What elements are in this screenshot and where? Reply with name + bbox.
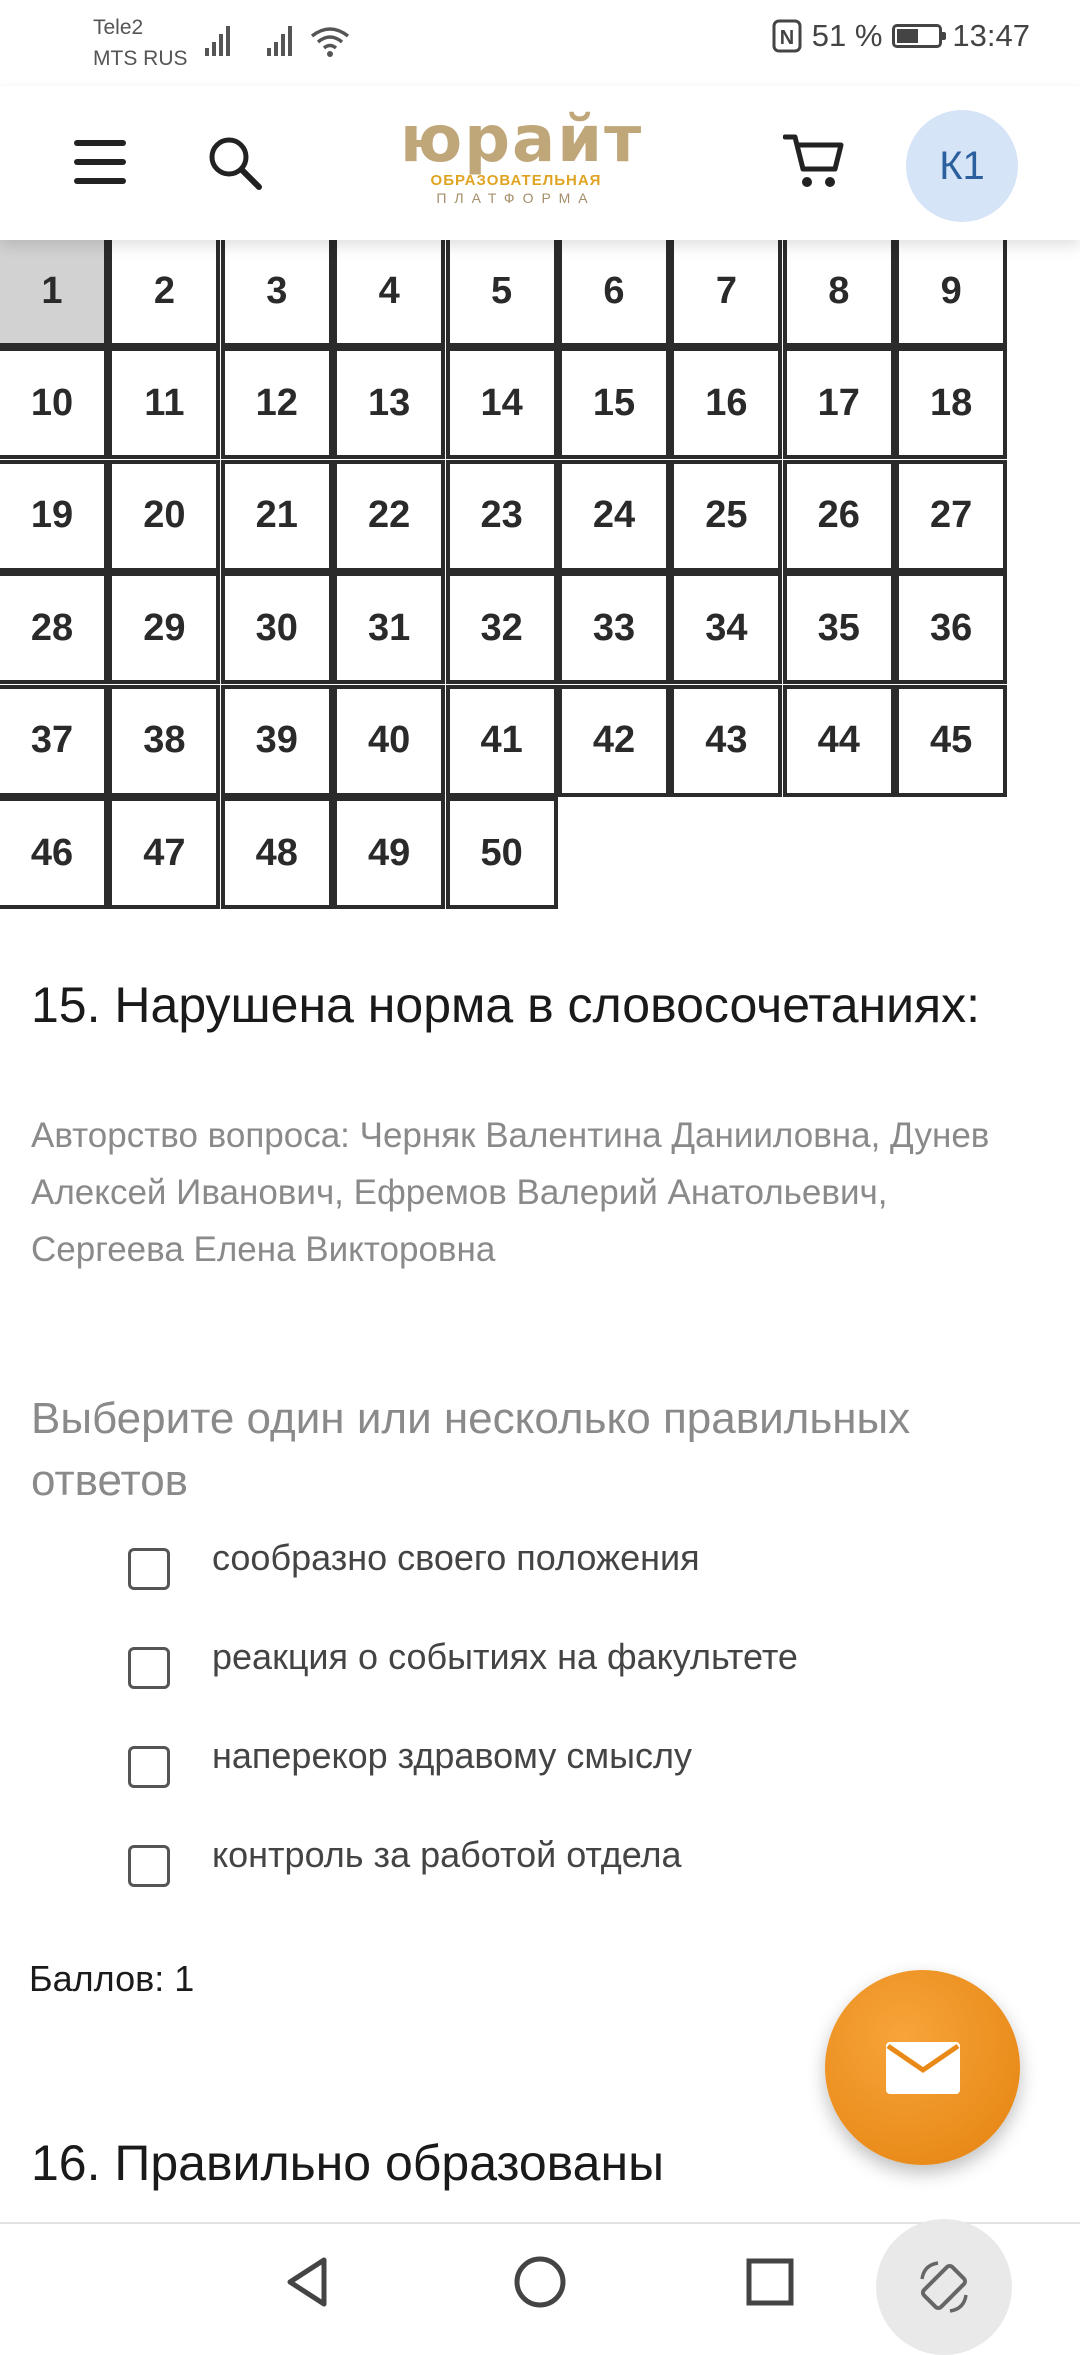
option-label: реакция о событиях на факультете <box>212 1636 798 1677</box>
question-number-cell[interactable]: 41 <box>446 685 558 797</box>
question-number-cell[interactable]: 35 <box>783 572 895 684</box>
question-title: 15. Нарушена норма в словосочетаниях: <box>31 977 981 1033</box>
question-number-cell[interactable]: 8 <box>783 235 895 347</box>
question-number-cell[interactable]: 22 <box>333 460 445 572</box>
question-number-cell[interactable]: 28 <box>0 572 108 684</box>
option-checkbox[interactable] <box>128 1647 170 1689</box>
question-number-cell[interactable]: 34 <box>670 572 782 684</box>
option-4[interactable] <box>128 1827 682 1897</box>
question-instruction: Выберите один или несколько правильных ответов <box>31 1394 911 1505</box>
rotate-icon <box>914 2257 974 2317</box>
cart-icon[interactable] <box>783 131 845 191</box>
carrier-1: Tele2 <box>93 16 144 39</box>
question-number-cell[interactable]: 37 <box>0 685 108 797</box>
question-number-cell[interactable]: 38 <box>108 685 220 797</box>
message-button[interactable] <box>825 1970 1020 2165</box>
question-number-cell[interactable]: 46 <box>0 797 108 909</box>
question-number-cell[interactable]: 19 <box>0 460 108 572</box>
signal-icon <box>203 24 233 58</box>
question-number-cell[interactable]: 24 <box>558 460 670 572</box>
question-number-cell[interactable]: 30 <box>221 572 333 684</box>
question-number-cell[interactable]: 29 <box>108 572 220 684</box>
option-checkbox[interactable] <box>128 1845 170 1887</box>
carrier-info <box>93 12 188 74</box>
back-icon[interactable] <box>280 2254 336 2310</box>
question-number-cell[interactable]: 13 <box>333 347 445 459</box>
question-number-cell[interactable]: 14 <box>446 347 558 459</box>
recents-icon[interactable] <box>742 2254 798 2310</box>
mail-icon <box>884 2040 962 2096</box>
question-number-cell[interactable]: 39 <box>221 685 333 797</box>
question-number-cell[interactable]: 40 <box>333 685 445 797</box>
yurait-logo[interactable] <box>400 103 644 208</box>
question-number-cell[interactable]: 12 <box>221 347 333 459</box>
logo-sub1: ОБРАЗОВАТЕЛЬНАЯ <box>430 172 602 189</box>
question-number-cell[interactable]: 2 <box>108 235 220 347</box>
app-header <box>0 86 1080 240</box>
next-question-title: 16. Правильно образованы <box>31 2135 665 2191</box>
question-number-cell[interactable]: 48 <box>221 797 333 909</box>
question-number-cell[interactable]: 21 <box>221 460 333 572</box>
option-2[interactable] <box>128 1629 798 1699</box>
question-number-cell[interactable]: 11 <box>108 347 220 459</box>
score-label: Баллов: 1 <box>29 1958 195 1999</box>
question-number-cell[interactable]: 47 <box>108 797 220 909</box>
question-number-cell[interactable]: 7 <box>670 235 782 347</box>
question-number-cell[interactable]: 10 <box>0 347 108 459</box>
carrier-2: MTS RUS <box>93 47 188 70</box>
question-number-cell[interactable]: 43 <box>670 685 782 797</box>
question-number-cell[interactable]: 15 <box>558 347 670 459</box>
signal-icon-2 <box>265 24 295 58</box>
system-nav-bar <box>0 2222 1080 2342</box>
question-number-cell[interactable]: 44 <box>783 685 895 797</box>
clock: 13:47 <box>952 18 1030 53</box>
question-number-cell[interactable]: 49 <box>333 797 445 909</box>
option-checkbox[interactable] <box>128 1746 170 1788</box>
question-number-cell[interactable]: 36 <box>895 572 1007 684</box>
status-right <box>772 18 1030 54</box>
question-number-cell[interactable]: 26 <box>783 460 895 572</box>
option-label: наперекор здравому смыслу <box>212 1735 692 1776</box>
question-number-cell[interactable]: 4 <box>333 235 445 347</box>
question-number-cell[interactable]: 42 <box>558 685 670 797</box>
question-authors: Авторство вопроса: Черняк Валентина Данииловна, Дунев Алексей Иванович, Ефремов Валерий Анатольевич, Сергеева Елена Викторовна <box>31 1116 990 1269</box>
question-number-cell[interactable]: 25 <box>670 460 782 572</box>
question-number-cell[interactable]: 16 <box>670 347 782 459</box>
question-number-cell[interactable]: 5 <box>446 235 558 347</box>
option-1[interactable] <box>128 1530 700 1600</box>
wifi-icon <box>308 24 352 58</box>
question-number-cell[interactable]: 1 <box>0 235 108 347</box>
question-number-cell[interactable]: 20 <box>108 460 220 572</box>
question-number-cell[interactable]: 9 <box>895 235 1007 347</box>
battery-percent: 51 % <box>811 18 883 53</box>
option-label: сообразно своего положения <box>212 1537 700 1578</box>
question-number-cell[interactable]: 32 <box>446 572 558 684</box>
menu-icon[interactable] <box>74 140 126 184</box>
logo-sub2: ПЛАТФОРМА <box>436 190 596 206</box>
battery-icon <box>892 24 942 48</box>
question-number-cell[interactable]: 3 <box>221 235 333 347</box>
home-icon[interactable] <box>512 2254 568 2310</box>
nfc-icon <box>772 19 802 53</box>
question-number-cell[interactable]: 27 <box>895 460 1007 572</box>
question-number-cell[interactable]: 17 <box>783 347 895 459</box>
question-number-cell[interactable]: 50 <box>446 797 558 909</box>
status-bar <box>0 0 1080 86</box>
svg-text:N: N <box>779 27 794 49</box>
logo-main: юрайт <box>400 103 644 177</box>
question-number-cell[interactable]: 6 <box>558 235 670 347</box>
question-number-cell[interactable]: 18 <box>895 347 1007 459</box>
option-3[interactable] <box>128 1728 692 1798</box>
rotate-button[interactable] <box>876 2219 1012 2355</box>
question-number-cell[interactable]: 31 <box>333 572 445 684</box>
question-number-cell[interactable]: 45 <box>895 685 1007 797</box>
question-number-cell[interactable]: 23 <box>446 460 558 572</box>
avatar[interactable]: К1 <box>906 110 1018 222</box>
option-checkbox[interactable] <box>128 1548 170 1590</box>
question-number-cell[interactable]: 33 <box>558 572 670 684</box>
option-label: контроль за работой отдела <box>212 1834 682 1875</box>
search-icon[interactable] <box>205 133 265 193</box>
